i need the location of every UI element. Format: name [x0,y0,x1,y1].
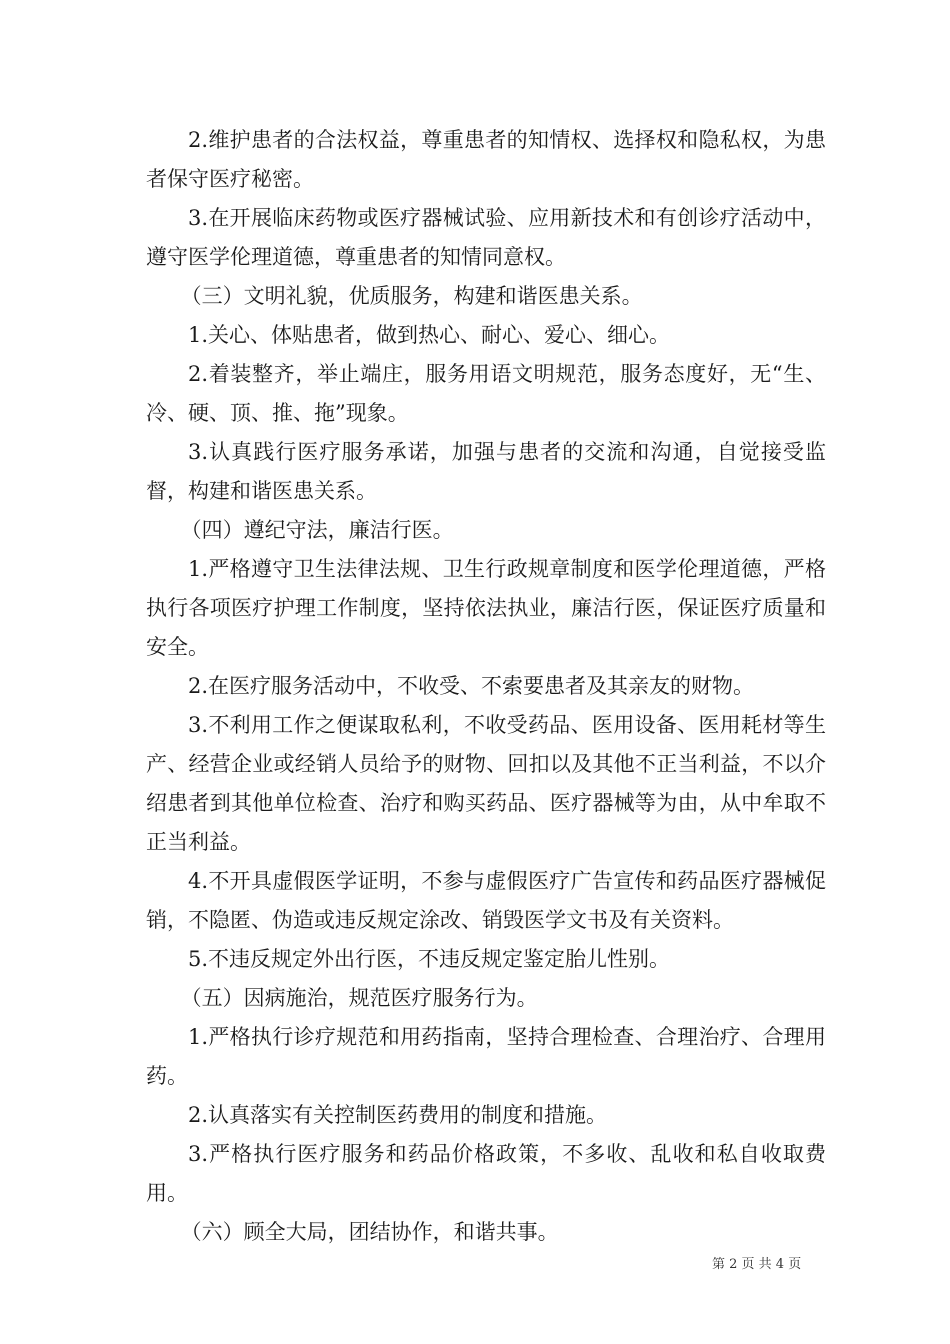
section-heading: （五）因病施治，规范医疗服务行为。 [180,986,538,1010]
paragraph: 1.关心、体贴患者，做到热心、耐心、爱心、细心。 [188,323,671,347]
paragraph: 2.着装整齐，举止端庄，服务用语文明规范，服务态度好，无“生、冷、硬、顶、推、拖”现象。 [146,362,826,425]
paragraph: 2.在医疗服务活动中，不收受、不索要患者及其亲友的财物。 [188,674,755,698]
paragraph: 3.不利用工作之便谋取私利，不收受药品、医用设备、医用耗材等生产、经营企业或经销人员给予的财物、回扣以及其他不正当利益，不以介绍患者到其他单位检查、治疗和购买药品、医疗器械等为由，从中牟取不正当利益。 [146,713,826,854]
paragraph: 1.严格执行诊疗规范和用药指南，坚持合理检查、合理治疗、合理用药。 [146,1025,826,1088]
section-heading: （四）遵纪守法，廉洁行医。 [180,518,454,542]
section-heading: （三）文明礼貌，优质服务，构建和谐医患关系。 [180,284,643,308]
paragraph: 5.不违反规定外出行医，不违反规定鉴定胎儿性别。 [188,947,671,971]
paragraph: 3.在开展临床药物或医疗器械试验、应用新技术和有创诊疗活动中，遵守医学伦理道德，尊重患者的知情同意权。 [146,206,826,269]
section-heading: （六）顾全大局，团结协作，和谐共事。 [180,1220,559,1244]
paragraph: 3.认真践行医疗服务承诺，加强与患者的交流和沟通，自觉接受监督，构建和谐医患关系。 [146,440,826,503]
paragraph: 3.严格执行医疗服务和药品价格政策，不多收、乱收和私自收取费用。 [146,1142,826,1205]
paragraph: 2.维护患者的合法权益，尊重患者的知情权、选择权和隐私权，为患者保守医疗秘密。 [146,128,826,191]
document-body [146,121,826,1252]
page-number: 第 2 页 共 4 页 [712,1257,802,1272]
paragraph: 2.认真落实有关控制医药费用的制度和措施。 [188,1103,608,1127]
paragraph: 4.不开具虚假医学证明，不参与虚假医疗广告宣传和药品医疗器械促销，不隐匿、伪造或违反规定涂改、销毁医学文书及有关资料。 [146,869,826,932]
paragraph: 1.严格遵守卫生法律法规、卫生行政规章制度和医学伦理道德，严格执行各项医疗护理工作制度，坚持依法执业，廉洁行医，保证医疗质量和安全。 [146,557,826,659]
